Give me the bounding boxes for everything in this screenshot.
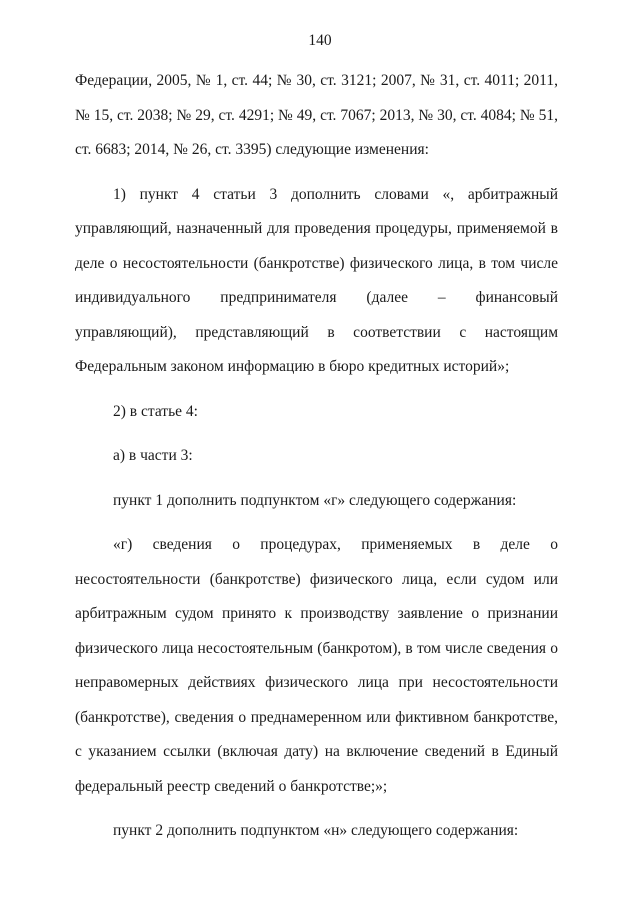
paragraph-point-2: пункт 2 дополнить подпунктом «н» следующего содержания: — [113, 822, 519, 839]
paragraph-continuation: Федерации, 2005, № 1, ст. 44; № 30, ст. 3121; 2007, № 31, ст. 4011; 2011, № 15, ст. 2038; № 29, ст. 4291; № 49, ст. 7067; 2013, № 30, ст. 4084; № 51, ст. 6683; 2014, № 26, ст. 3395) следующие изменения: — [75, 72, 558, 158]
paragraph-point-1: пункт 1 дополнить подпунктом «г» следующего содержания: — [113, 491, 517, 509]
paragraph-subpoint-g: «г) сведения о процедурах, применяемых в деле о несостоятельности (банкротстве) физического лица, если судом или арбитражным судом принято к производству заявление о признании физического лица несостоятельным (банкротом), в том числе сведения о неправомерных действиях физического лица при несостоятельности (банкротстве), сведения о преднамеренном или фиктивном банкротстве, с указанием ссылки (включая дату) на включение сведений в Единый федеральный реестр сведений о банкротстве;»; — [75, 536, 558, 795]
paragraph-subitem-a: а) в части 3: — [113, 447, 193, 464]
document-body — [75, 64, 558, 849]
paragraph-item-2: 2) в статье 4: — [113, 402, 198, 420]
paragraph-item-1: 1) пункт 4 статьи 3 дополнить словами «, арбитражный управляющий, назначенный для проведения процедуры, применяемой в деле о несостоятельности (банкротстве) физического лица, в том числе индивидуального предпринимателя (далее – финансовый управляющий), представляющий в соответствии с настоящим Федеральным законом информацию в бюро кредитных историй»; — [75, 185, 558, 375]
page-number: 140 — [308, 32, 332, 49]
